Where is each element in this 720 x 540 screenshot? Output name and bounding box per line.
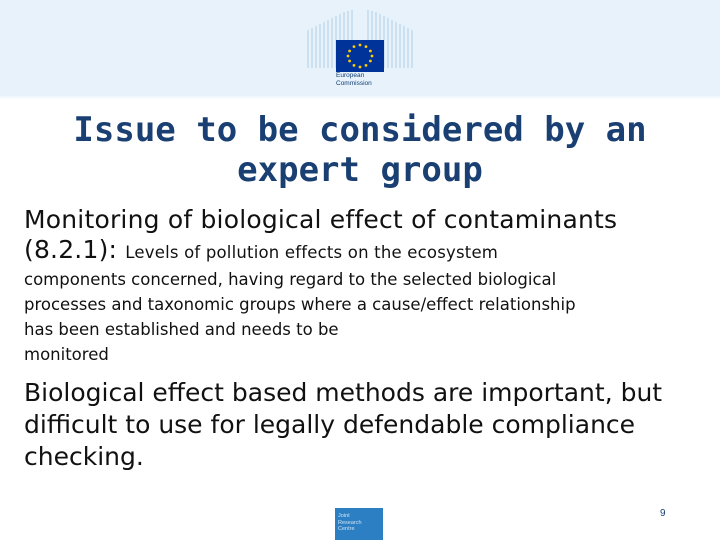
logo-text [336, 72, 372, 88]
paragraph-monitoring [24, 205, 704, 265]
para1-big-text-2: (8.2.1): [24, 235, 126, 264]
slide-body [24, 205, 704, 473]
para2-line: components concerned, having regard to the selected biological [24, 270, 557, 289]
title-line2: expert group [237, 150, 483, 190]
logo-line1: European [336, 72, 365, 79]
para2-line: has been established and needs to be [24, 320, 339, 339]
para2-line: processes and taxonomic groups where a cause/effect relationship [24, 295, 576, 314]
jrc-line1: Joint [338, 513, 350, 519]
jrc-line2: Research [338, 519, 362, 526]
para1-big-text: Monitoring of biological effect of contaminants [24, 205, 618, 234]
para1-small-text: Levels of pollution effects on the ecosystem [125, 243, 499, 262]
jrc-line3: Centre [338, 526, 355, 532]
logo-line2: Commission [336, 80, 372, 87]
paragraph-biological-methods: Biological effect based methods are important, but difficult to use for legally defendable compliance checking. [24, 378, 663, 471]
page-number: 9 [660, 508, 666, 519]
paragraph-components [24, 267, 704, 367]
title-line1: Issue to be considered by an [73, 110, 647, 150]
jrc-text [338, 513, 362, 533]
jrc-logo [335, 508, 383, 540]
para2-line: monitored [24, 345, 109, 364]
slide-title [30, 110, 690, 190]
